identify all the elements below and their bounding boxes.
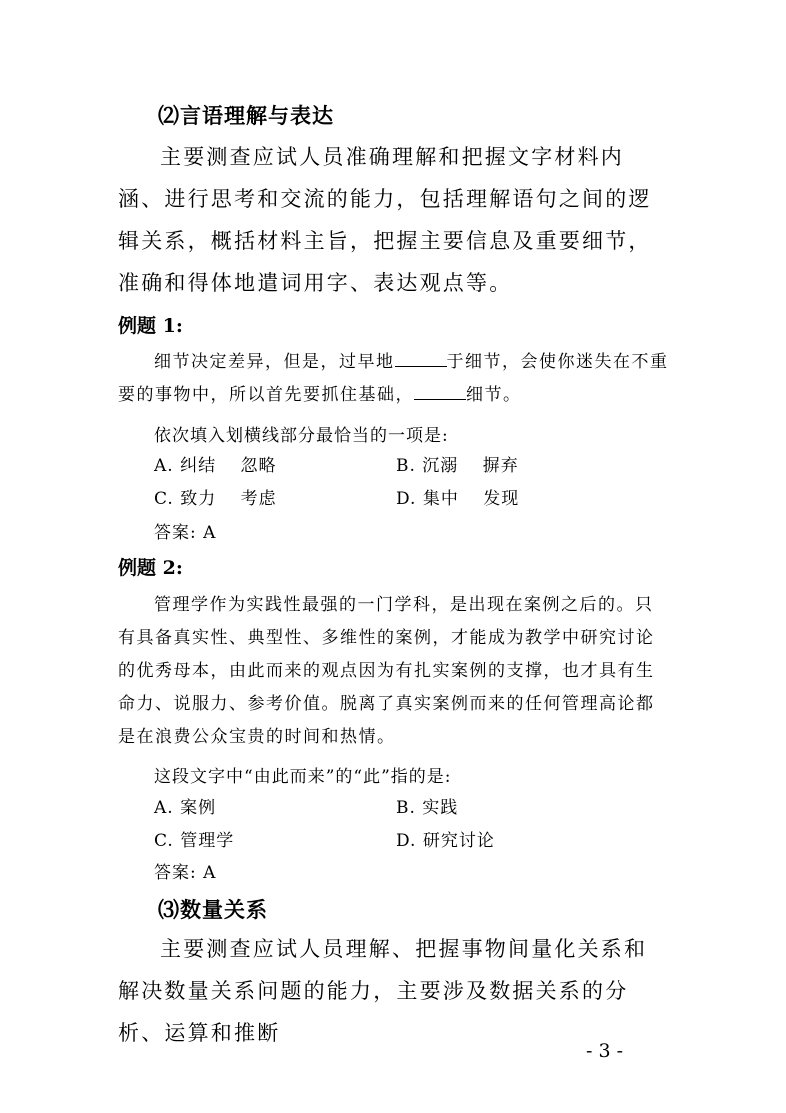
example-stem (118, 589, 670, 754)
fill-blank (414, 385, 466, 400)
option-c: C. 管理学 (154, 831, 235, 851)
option-b: B. 沉溺 摒弃 (396, 456, 519, 476)
option-d: D. 研究讨论 (396, 831, 495, 851)
section-heading: ⑶数量关系 (158, 897, 268, 922)
stem-text-part2: 于细节，会使你迷失在不重要的事物中，所以首先要抓住基础， (118, 352, 669, 405)
page-number: - 3 - (586, 1040, 624, 1062)
example-answer: 答案: A (154, 863, 217, 883)
example-title: 例题 1: (118, 315, 183, 337)
section-intro-paragraph (118, 928, 670, 1054)
option-d: D. 集中 发现 (396, 489, 520, 509)
option-c: C. 致力 考虑 (154, 489, 277, 509)
stem-text-part3: 细节。 (466, 385, 522, 405)
section-intro-paragraph (118, 136, 670, 304)
fill-blank (395, 352, 447, 367)
option-a: A. 案例 (154, 798, 217, 818)
section-intro-text: 主要测查应试人员准确理解和把握文字材料内涵、进行思考和交流的能力，包括理解语句之间的逻辑关系，概括材料主旨，把握主要信息及重要细节，准确和得体地遣词用字、表达观点等。 (118, 145, 652, 295)
option-b: B. 实践 (396, 798, 459, 818)
example-question: 依次填入划横线部分最恰当的一项是: (154, 426, 449, 446)
section-intro-text: 主要测查应试人员理解、把握事物间量化关系和解决数量关系问题的能力，主要涉及数据关系的分析、运算和推断 (118, 937, 648, 1045)
stem-text: 管理学作为实践性最强的一门学科，是出现在案例之后的。只有具备真实性、典型性、多维性的案例，才能成为教学中研究讨论的优秀母本，由此而来的观点因为有扎实案例的支撑，也才具有生命力、说服力、参考价值。脱离了真实案例而来的任何管理高论都是在浪费公众宝贵的时间和热情。 (118, 595, 655, 747)
option-a: A. 纠结 忽略 (154, 456, 277, 476)
example-question: 这段文字中“由此而来”的“此”指的是: (154, 767, 452, 787)
section-heading: ⑵言语理解与表达 (158, 103, 334, 128)
example-answer: 答案: A (154, 523, 217, 543)
stem-text-part1: 细节决定差异，但是，过早地 (154, 352, 395, 372)
example-title: 例题 2: (118, 557, 183, 579)
example-stem (118, 346, 670, 412)
